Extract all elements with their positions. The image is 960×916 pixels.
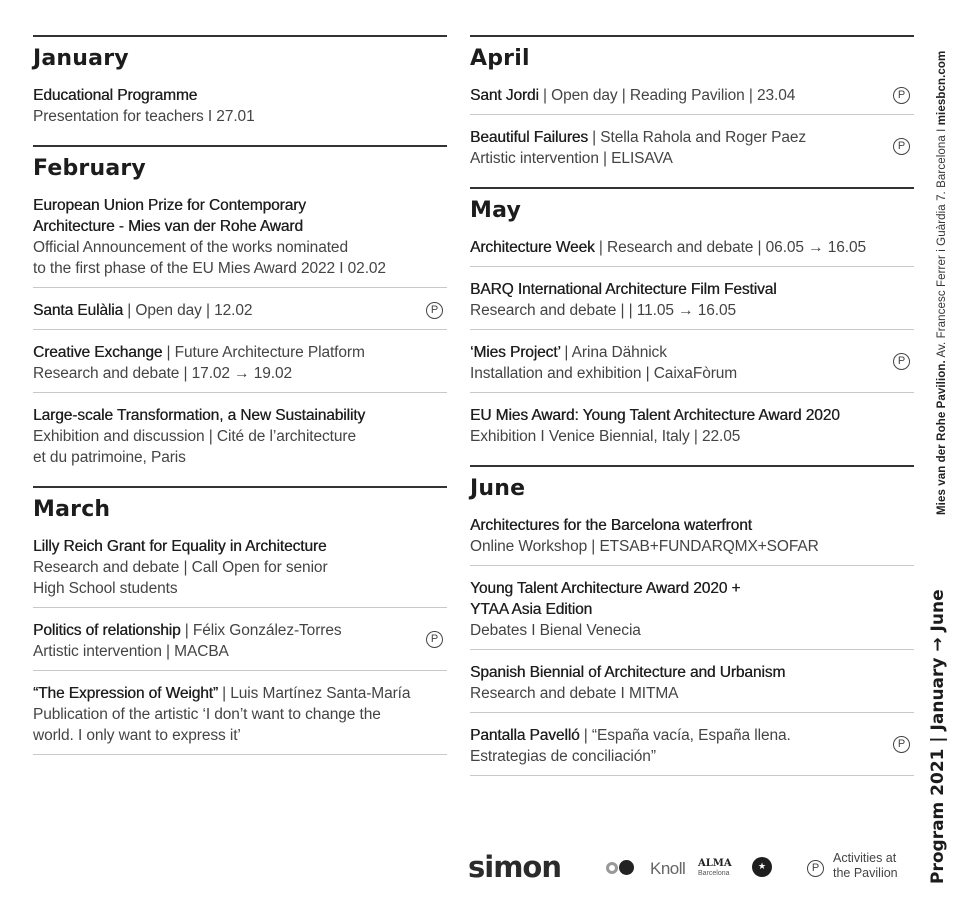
event-title-line — [470, 578, 874, 599]
event-entry — [33, 683, 447, 755]
pavilion-name: Mies van der Rohe Pavilion. — [936, 360, 948, 515]
month-title: April — [470, 46, 530, 71]
event-title-cont: Architecture - Mies van der Rohe Award — [33, 218, 303, 235]
event-detail: | Future Architecture Platform — [162, 344, 365, 361]
event-title-line — [33, 195, 407, 216]
event-description: Estrategias de conciliación” — [470, 748, 656, 765]
alma-logo-name: ALMA — [698, 858, 732, 869]
pavilion-activity-icon: P — [426, 302, 443, 319]
event-description: Debates I Bienal Venecia — [470, 622, 641, 639]
sponsor-logo-badge — [619, 860, 634, 875]
program-title: Program 2021 | January → June — [928, 589, 948, 884]
footer — [468, 848, 908, 888]
event-description: Publication of the artistic ‘I don’t want to change the — [33, 706, 381, 723]
event-title: Educational Programme — [33, 87, 198, 104]
month-title: June — [470, 476, 526, 501]
month-section-may — [470, 187, 914, 455]
event-entry — [33, 342, 447, 393]
event-detail: | Luis Martínez Santa-María — [217, 685, 411, 702]
event-description: Exhibition and discussion | Cité de l’architecture — [33, 428, 356, 445]
month-section-june — [470, 465, 914, 776]
event-description: Research and debate | | 11.05 → 16.05 — [470, 302, 737, 319]
alma-logo — [698, 859, 732, 879]
event-description: Artistic intervention | MACBA — [33, 643, 229, 660]
event-entry — [33, 405, 447, 476]
website-link[interactable]: miesbcn.com — [936, 50, 948, 126]
event-title: Sant Jordi — [470, 87, 539, 104]
event-entry — [470, 515, 914, 566]
event-title: EU Mies Award: Young Talent Architecture Award 2020 — [470, 407, 840, 424]
event-title: Beautiful Failures — [470, 129, 588, 146]
event-title: Lilly Reich Grant for Equality in Architecture — [33, 538, 327, 555]
event-description: Official Announcement of the works nominated — [33, 239, 348, 256]
month-title: March — [33, 497, 111, 522]
event-title-line — [33, 683, 411, 704]
pavilion-activity-icon: P — [893, 353, 910, 370]
pavilion-activity-icon: P — [893, 87, 910, 104]
event-detail: | Arina Dähnick — [560, 344, 667, 361]
month-title: May — [470, 198, 522, 223]
event-description: Research and debate I MITMA — [470, 685, 679, 702]
event-entry — [33, 536, 447, 608]
event-entry — [470, 85, 914, 115]
event-title-line — [470, 279, 874, 300]
event-title-line — [33, 300, 407, 321]
event-detail: | Research and debate | 06.05 → 16.05 — [594, 239, 867, 256]
pavilion-address — [936, 51, 948, 515]
event-detail: | “España vacía, España llena. — [579, 727, 791, 744]
month-section-april — [470, 35, 914, 177]
event-title: Architectures for the Barcelona waterfront — [470, 517, 752, 534]
pavilion-legend-icon: P — [807, 860, 824, 877]
event-title: Young Talent Architecture Award 2020 + — [470, 580, 741, 597]
event-entry — [470, 127, 914, 177]
event-title: ‘Mies Project’ — [470, 344, 561, 361]
event-entry — [33, 195, 447, 288]
event-title-line — [470, 599, 874, 620]
event-entry — [470, 578, 914, 650]
event-description: Installation and exhibition | CaixaFòrum — [470, 365, 738, 382]
left-column — [33, 35, 447, 767]
event-entry — [470, 342, 914, 393]
event-title-cont: YTAA Asia Edition — [470, 601, 593, 618]
right-column — [470, 35, 914, 788]
pavilion-activity-icon: P — [893, 736, 910, 753]
event-title-line — [470, 662, 874, 683]
event-entry — [470, 662, 914, 713]
event-entry — [33, 620, 447, 671]
event-title: Pantalla Pavelló — [470, 727, 580, 744]
month-title: January — [33, 46, 129, 71]
event-title-line — [33, 342, 407, 363]
event-title-line — [470, 405, 874, 426]
event-title-line — [33, 85, 407, 106]
event-description: Research and debate | 17.02 → 19.02 — [33, 365, 293, 382]
event-description: Online Workshop | ETSAB+FUNDARQMX+SOFAR — [470, 538, 819, 555]
event-title-line — [470, 515, 874, 536]
event-title: Spanish Biennial of Architecture and Urbanism — [470, 664, 786, 681]
event-title: “The Expression of Weight” — [33, 685, 218, 702]
event-detail: | Stella Rahola and Roger Paez — [587, 129, 807, 146]
month-section-january — [33, 35, 447, 135]
event-description: et du patrimoine, Paris — [33, 449, 186, 466]
alma-logo-sub: Barcelona — [698, 870, 730, 877]
month-title: February — [33, 156, 146, 181]
event-title: Creative Exchange — [33, 344, 163, 361]
event-title-line — [470, 127, 874, 148]
event-entry — [470, 279, 914, 330]
event-title-line — [33, 216, 407, 237]
event-description: world. I only want to express it’ — [33, 727, 241, 744]
event-entry — [33, 85, 447, 135]
event-title-line — [33, 536, 407, 557]
sidebar — [916, 0, 956, 916]
event-entry — [470, 725, 914, 776]
address-text: Av. Francesc Ferrer i Guàrdia 7. Barcelona I — [936, 125, 948, 361]
simon-logo: simon — [468, 850, 561, 884]
event-title: BARQ International Architecture Film Festival — [470, 281, 777, 298]
event-description: Research and debate | Call Open for senior — [33, 559, 328, 576]
event-description: High School students — [33, 580, 178, 597]
event-description: Exhibition I Venice Biennial, Italy | 22.05 — [470, 428, 741, 445]
event-title: Large-scale Transformation, a New Sustainability — [33, 407, 366, 424]
knoll-logo: Knoll — [650, 859, 686, 878]
event-entry — [33, 300, 447, 330]
event-description: to the first phase of the EU Mies Award 2022 I 02.02 — [33, 260, 386, 277]
event-entry — [470, 237, 914, 267]
event-title-line — [470, 725, 874, 746]
event-detail: | Open day | 12.02 — [123, 302, 253, 319]
event-description: Artistic intervention | ELISAVA — [470, 150, 673, 167]
event-title-line — [470, 237, 874, 258]
event-title: European Union Prize for Contemporary — [33, 197, 306, 214]
event-detail: | Félix González-Torres — [180, 622, 342, 639]
pavilion-legend-text — [833, 851, 898, 881]
event-entry — [470, 405, 914, 455]
event-title: Politics of relationship — [33, 622, 181, 639]
event-title-line — [470, 342, 874, 363]
pavilion-activity-icon: P — [426, 631, 443, 648]
legend-line-2: the Pavilion — [833, 866, 898, 880]
event-detail: | Open day | Reading Pavilion | 23.04 — [538, 87, 796, 104]
event-title-line — [33, 620, 407, 641]
event-title: Santa Eulàlia — [33, 302, 124, 319]
pavilion-activity-icon: P — [893, 138, 910, 155]
legend-line-1: Activities at — [833, 851, 897, 865]
month-section-february — [33, 145, 447, 476]
event-title-line — [470, 85, 874, 106]
event-title: Architecture Week — [470, 239, 595, 256]
event-description: Presentation for teachers I 27.01 — [33, 108, 255, 125]
month-section-march — [33, 486, 447, 755]
estrella-logo-icon: ★ — [752, 857, 772, 877]
sponsor-logo-circle — [606, 862, 618, 874]
event-title-line — [33, 405, 407, 426]
